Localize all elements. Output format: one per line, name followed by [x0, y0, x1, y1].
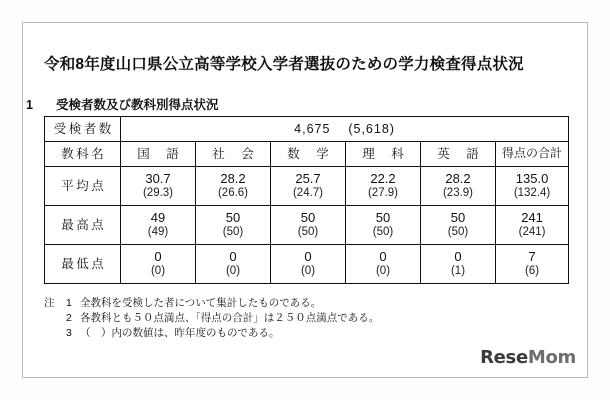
note-index: 1 [66, 297, 72, 309]
prev-value: (132.4) [513, 186, 551, 199]
cell-lowest-english [421, 245, 496, 284]
value: 50 [300, 210, 316, 226]
cell-highest-english [421, 206, 496, 245]
notes-block [44, 296, 544, 342]
value: 241 [521, 210, 543, 226]
column-header-science: 理 科 [346, 142, 421, 167]
cell-highest-total [496, 206, 569, 245]
prev-value: (50) [372, 225, 394, 238]
examinees-label: 受検者数 [45, 117, 121, 142]
value: 28.2 [220, 171, 246, 187]
prev-value: (0) [150, 264, 166, 277]
prev-value: (1) [450, 264, 466, 277]
cell-average-total [496, 167, 569, 206]
row-label-lowest: 最低点 [45, 245, 121, 284]
column-header-total: 得点の合計 [496, 142, 569, 167]
table-row-lowest [45, 245, 569, 284]
section-title: 受検者数及び教科別得点状況 [56, 98, 219, 112]
value: 0 [379, 249, 387, 265]
subject-label: 教科名 [45, 142, 121, 167]
value: 22.2 [370, 171, 396, 187]
prev-value: (24.7) [292, 186, 324, 199]
cell-lowest-math [271, 245, 346, 284]
section-number: 1 [26, 98, 33, 112]
note-spacer [44, 326, 66, 341]
value: 49 [150, 210, 166, 226]
examinees-value-cell [121, 117, 569, 142]
note-text: （ ）内の数値は、昨年度のものである。 [80, 327, 280, 340]
prev-value: (6) [525, 264, 540, 277]
logo-part-mom: Mom [527, 347, 576, 368]
examinees-value: 4,675 [294, 122, 331, 136]
cell-lowest-japanese [121, 245, 196, 284]
prev-value: (26.6) [217, 186, 249, 199]
row-label-highest: 最高点 [45, 206, 121, 245]
prev-value: (29.3) [142, 186, 174, 199]
value: 50 [450, 210, 466, 226]
column-header-english: 英 語 [421, 142, 496, 167]
cell-average-math [271, 167, 346, 206]
value: 30.7 [145, 171, 171, 187]
prev-value: (0) [300, 264, 316, 277]
page-title: 令和8年度山口県公立高等学校入学者選抜のための学力検査得点状況 [44, 56, 524, 73]
column-header-social: 社 会 [196, 142, 271, 167]
cell-average-science [346, 167, 421, 206]
value: 0 [304, 249, 312, 265]
cell-highest-japanese [121, 206, 196, 245]
note-text: 各教科とも５０点満点、「得点の合計」は２５０点満点である。 [80, 312, 380, 325]
section-heading [26, 95, 586, 113]
logo-part-rese: Rese [480, 347, 528, 368]
cell-highest-math [271, 206, 346, 245]
prev-value: (0) [375, 264, 391, 277]
resemom-logo [480, 347, 576, 368]
value: 50 [375, 210, 391, 226]
prev-value: (50) [297, 225, 319, 238]
notes-label: 注 [44, 297, 55, 309]
note-spacer [44, 311, 66, 326]
cell-lowest-science [346, 245, 421, 284]
row-label-average: 平均点 [45, 167, 121, 206]
score-table [44, 116, 569, 284]
cell-lowest-total [496, 245, 569, 284]
table-row-examinees [45, 117, 569, 142]
table-row-header [45, 142, 569, 167]
cell-average-social [196, 167, 271, 206]
value: 0 [229, 249, 237, 265]
prev-value: (49) [147, 225, 169, 238]
note-item [44, 296, 544, 311]
prev-value: (27.9) [367, 186, 399, 199]
value: 135.0 [515, 171, 549, 187]
prev-value: (23.9) [442, 186, 474, 199]
note-index: 3 [66, 327, 72, 340]
note-item [44, 326, 544, 341]
prev-value: (50) [222, 225, 244, 238]
cell-highest-science [346, 206, 421, 245]
prev-value: (50) [447, 225, 469, 238]
value: 0 [454, 249, 462, 265]
value: 28.2 [445, 171, 471, 187]
value: 50 [225, 210, 241, 226]
table-row-average [45, 167, 569, 206]
note-item [44, 311, 544, 326]
note-index: 2 [66, 312, 72, 325]
table-row-highest [45, 206, 569, 245]
column-header-japanese: 国 語 [121, 142, 196, 167]
cell-average-english [421, 167, 496, 206]
value: 7 [528, 249, 536, 265]
cell-average-japanese [121, 167, 196, 206]
prev-value: (241) [518, 225, 546, 238]
examinees-prev: (5,618) [348, 122, 395, 136]
value: 25.7 [295, 171, 321, 187]
column-header-math: 数 学 [271, 142, 346, 167]
note-text: 全教科を受検した者について集計したものである。 [80, 297, 322, 309]
cell-lowest-social [196, 245, 271, 284]
value: 0 [154, 249, 162, 265]
prev-value: (0) [225, 264, 241, 277]
cell-highest-social [196, 206, 271, 245]
